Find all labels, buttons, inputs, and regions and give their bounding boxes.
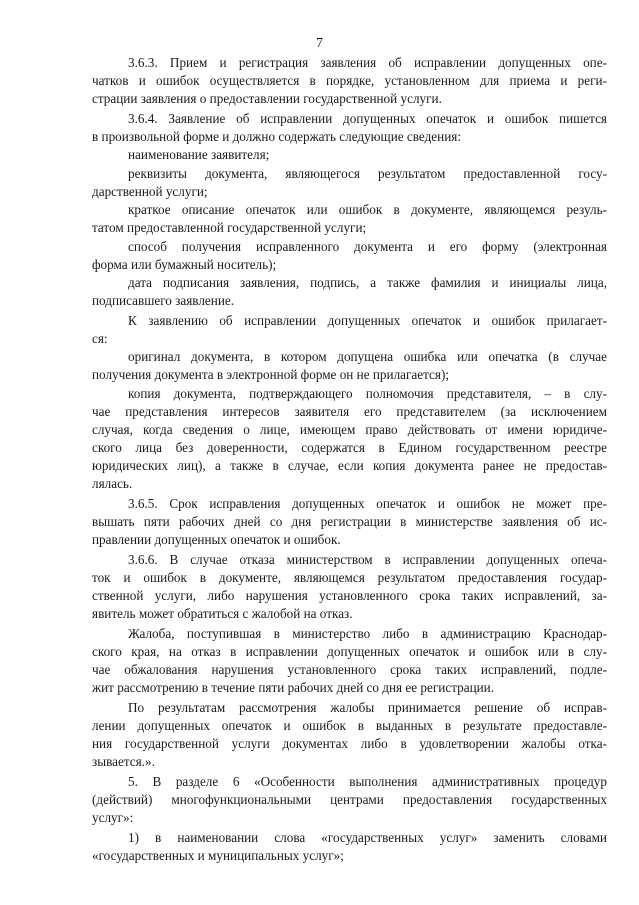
text-line: услуг»: <box>92 810 134 825</box>
page-number: 7 <box>316 35 323 50</box>
text-line: «государственных и муниципальных услуг»; <box>92 848 344 863</box>
text-line: К заявлению об исправлении допущенных опечаток и ошибок прилагает- <box>128 313 607 328</box>
text-line: случая, когда сведения о лице, имеющем право действовать от имени юридиче- <box>92 422 607 437</box>
text-line: лении допущенных опечаток и ошибок в выданных в результате предоставле- <box>92 718 607 733</box>
text-line: чае представления интересов заявителя его представителем (за исключением <box>92 404 607 419</box>
text-line: краткое описание опечаток или ошибок в документе, являющемся резуль- <box>128 202 607 217</box>
text-line: форма или бумажный носитель); <box>92 257 277 272</box>
text-line: ского лица без доверенности, содержатся в Едином государственном реестре <box>92 440 607 455</box>
text-line: зывается.». <box>92 754 155 769</box>
text-line: наименование заявителя; <box>128 147 270 162</box>
text-line: (действий) многофункциональными центрами предоставления государственных <box>92 792 607 807</box>
text-line: 3.6.6. В случае отказа министерством в исправлении допущенных опеча- <box>128 552 607 567</box>
text-line: получения документа в электронной форме он не прилагается); <box>92 367 450 382</box>
text-line: страции заявления о предоставлении государственной услуги. <box>92 91 442 106</box>
text-line: оригинал документа, в котором допущена ошибка или опечатка (в случае <box>128 349 607 364</box>
text-line: чатков и ошибок осуществляется в порядке, установленном для приема и реги- <box>92 73 607 88</box>
text-line: лялась. <box>92 476 133 491</box>
text-line: 5. В разделе 6 «Особенности выполнения административных процедур <box>128 774 607 789</box>
text-line: 3.6.4. Заявление об исправлении допущенных опечаток и ошибок пишется <box>128 111 607 126</box>
text-line: 3.6.5. Срок исправления допущенных опечаток и ошибок не может пре- <box>128 496 607 511</box>
text-line: правлении допущенных опечаток и ошибок. <box>92 532 341 547</box>
text-line: ния государственной услуги документах либо в удовлетворении жалобы отка- <box>92 736 607 751</box>
text-line: реквизиты документа, являющегося результатом предоставленной госу- <box>128 166 607 181</box>
text-line: По результатам рассмотрения жалобы принимается решение об исправ- <box>128 700 607 715</box>
text-line: юридических лиц), а также в случае, если копия документа ранее не предостав- <box>92 458 608 473</box>
text-line: вышать пяти рабочих дней со дня регистрации в министерстве заявления об ис- <box>92 514 607 529</box>
text-line: чае обжалования нарушения установленного срока таких исправлений, подле- <box>92 662 607 677</box>
text-line: дарственной услуги; <box>92 184 208 199</box>
text-line: 1) в наименовании слова «государственных услуг» заменить словами <box>128 830 607 845</box>
text-line: ственной услуги, либо нарушения установленного срока таких исправлений, за- <box>92 588 607 603</box>
text-line: Жалоба, поступившая в министерство либо в администрацию Краснодар- <box>128 626 607 641</box>
text-line: копия документа, подтверждающего полномочия представителя, – в слу- <box>128 386 607 401</box>
text-line: татом предоставленной государственной услуги; <box>92 220 367 235</box>
text-line: подписавшего заявление. <box>92 293 235 308</box>
text-line: ток и ошибок в документе, являющемся результатом предоставления государ- <box>92 570 607 585</box>
text-line: ся: <box>92 331 108 346</box>
text-line: способ получения исправленного документа и его форму (электронная <box>128 239 607 254</box>
text-line: явитель может обратиться с жалобой на отказ. <box>92 606 353 621</box>
text-line: в произвольной форме и должно содержать следующие сведения: <box>92 129 461 144</box>
text-line: дата подписания заявления, подпись, а также фамилия и инициалы лица, <box>128 275 607 290</box>
text-line: жит рассмотрению в течение пяти рабочих дней со дня ее регистрации. <box>92 680 495 695</box>
text-line: ского края, на отказ в исправлении допущенных опечаток и ошибок или в слу- <box>92 644 607 659</box>
text-line: 3.6.3. Прием и регистрация заявления об исправлении допущенных опе- <box>128 55 607 70</box>
